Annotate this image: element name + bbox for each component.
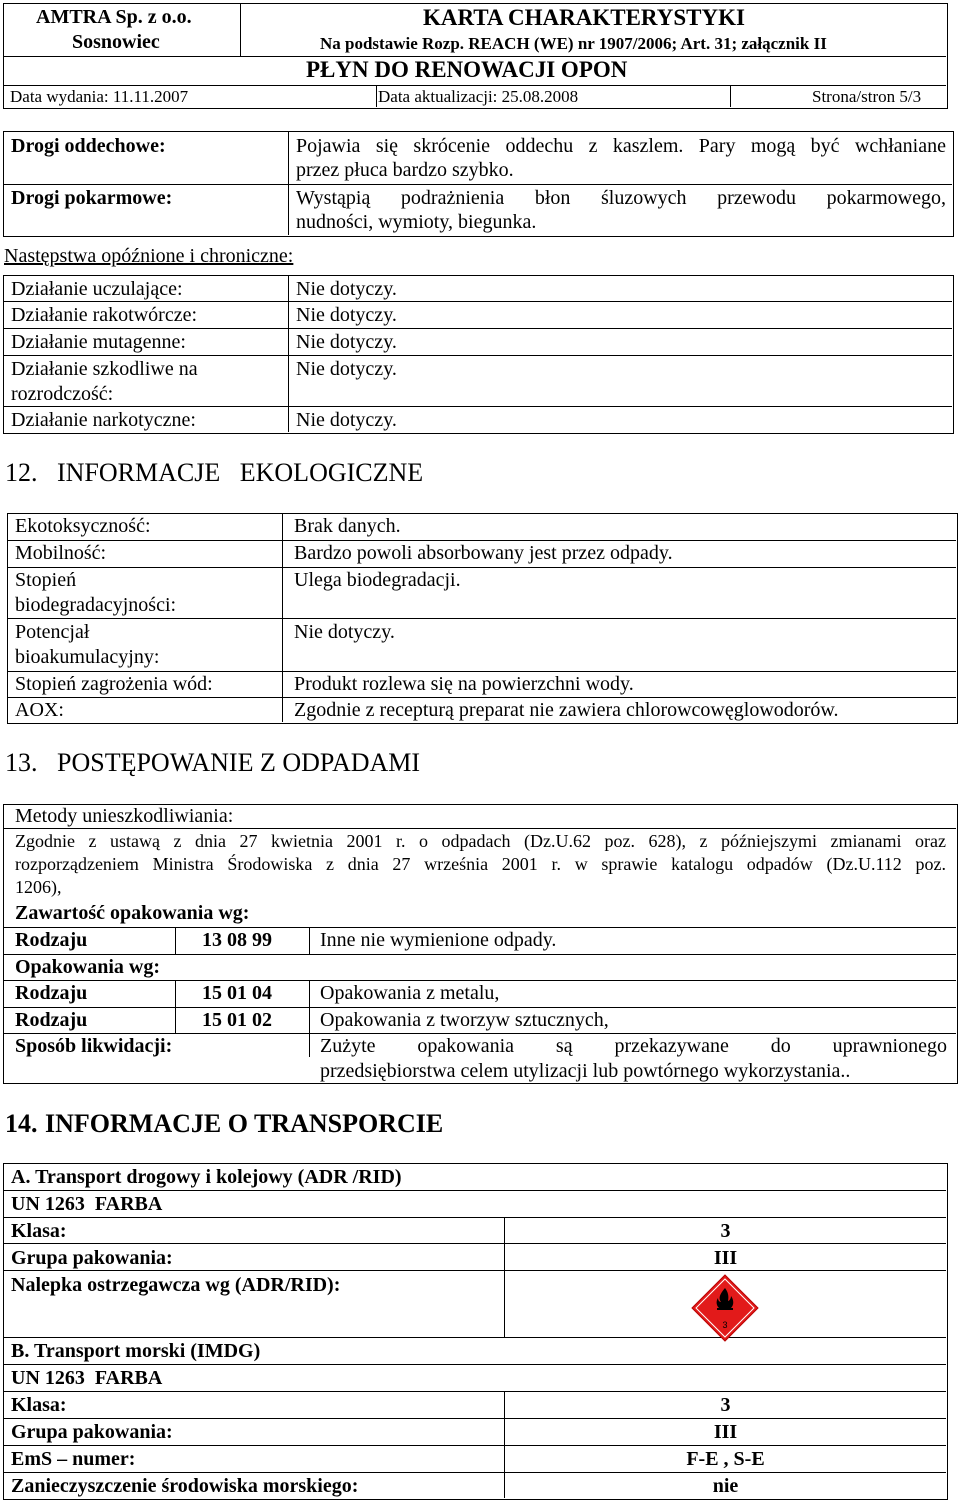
packaging-kind-plastic: Rodzaju (15, 1009, 88, 1031)
road-class-value: 3 (720, 1220, 731, 1242)
eco-value-ecotoxicity: Brak danych. (294, 515, 401, 537)
chronic-value-reproductive: Nie dotyczy. (296, 358, 397, 380)
eco-value-mobility: Bardzo powoli absorbowany jest przez odpady. (294, 542, 673, 564)
eco-label-water-hazard: Stopień zagrożenia wód: (15, 673, 213, 695)
eco-label-ecotoxicity: Ekotoksyczność: (15, 515, 151, 537)
regulation-reference: Na podstawie Rozp. REACH (WE) nr 1907/2006; Art. 31; załącznik II (320, 34, 827, 53)
company-city: Sosnowiec (72, 31, 160, 53)
section-14-number: 14. (5, 1109, 38, 1138)
issue-date: Data wydania: 11.11.2007 (10, 87, 189, 106)
chronic-effects-heading: Następstwa opóźnione i chroniczne: (4, 245, 294, 267)
respiratory-text-line1: Pojawia się skrócenie oddechu z kaszlem. Pary mogą być wchłaniane (296, 135, 946, 157)
chronic-value-carcinogenic: Nie dotyczy. (296, 304, 397, 326)
disposal-way-line1: Zużyte opakowania są przekazywane do uprawnionego (320, 1035, 947, 1057)
digestive-label: Drogi pokarmowe: (11, 187, 173, 209)
road-transport-heading: A. Transport drogowy i kolejowy (ADR /RID) (11, 1166, 402, 1188)
product-name: PŁYN DO RENOWACJI OPON (306, 57, 628, 82)
disposal-methods-line1: Zgodnie z ustawą z dnia 27 kwietnia 2001 r. o odpadach (Dz.U.62 poz. 628), z późniejszymi zmianami oraz (15, 831, 946, 851)
hazard-class-number: 3 (722, 1320, 728, 1330)
disposal-methods-line3: 1206), (15, 877, 62, 897)
company-name: AMTRA Sp. z o.o. (36, 6, 192, 28)
section-13-title: POSTĘPOWANIE Z ODPADAMI (57, 748, 421, 777)
flammable-liquid-diamond-icon (691, 1274, 759, 1342)
road-group-label: Grupa pakowania: (11, 1247, 173, 1269)
sea-class-label: Klasa: (11, 1394, 67, 1416)
chronic-label-mutagenic: Działanie mutagenne: (11, 331, 186, 353)
disposal-way-line2: przedsiębiorstwa celem utylizacji lub powtórnego wykorzystania.. (320, 1060, 851, 1082)
sea-class-value: 3 (720, 1394, 731, 1416)
road-hazard-label-label: Nalepka ostrzegawcza wg (ADR/RID): (11, 1274, 341, 1296)
sea-un-number: UN 1263 FARBA (11, 1367, 163, 1389)
chronic-value-narcotic: Nie dotyczy. (296, 409, 397, 431)
sea-pollution-value: nie (712, 1475, 739, 1497)
road-class-label: Klasa: (11, 1220, 67, 1242)
section-12-title: INFORMACJE EKOLOGICZNE (57, 458, 424, 487)
chronic-label-reproductive: Działanie szkodliwe na (11, 358, 198, 380)
disposal-way-label: Sposób likwidacji: (15, 1035, 173, 1057)
sea-transport-heading: B. Transport morski (IMDG) (11, 1340, 261, 1362)
page-number: Strona/stron 5/3 (812, 87, 922, 106)
chronic-label-reproductive-line2: rozrodczość: (11, 383, 114, 405)
content-code: 13 08 99 (202, 929, 272, 951)
content-basis-label: Zawartość opakowania wg: (15, 902, 250, 924)
section-14-title: INFORMACJE O TRANSPORCIE (45, 1109, 444, 1138)
disposal-methods-label: Metody unieszkodliwiania: (15, 805, 234, 827)
digestive-text-line1: Wystąpią podrażnienia błon śluzowych przewodu pokarmowego, (296, 187, 946, 209)
chronic-value-mutagenic: Nie dotyczy. (296, 331, 397, 353)
chronic-label-narcotic: Działanie narkotyczne: (11, 409, 196, 431)
chronic-value-sensitizing: Nie dotyczy. (296, 278, 397, 300)
respiratory-label: Drogi oddechowe: (11, 135, 166, 157)
eco-value-aox: Zgodnie z recepturą preparat nie zawiera chlorowcowęglowodorów. (294, 699, 839, 721)
eco-label-bioaccumulation: Potencjał (15, 621, 90, 643)
eco-label-biodegradability: Stopień (15, 569, 77, 591)
eco-value-bioaccumulation: Nie dotyczy. (294, 621, 395, 643)
respiratory-text-line2: przez płuca bardzo szybko. (296, 159, 514, 181)
eco-value-biodegradability: Ulega biodegradacji. (294, 569, 461, 591)
section-12-number: 12. (5, 458, 38, 487)
content-desc: Inne nie wymienione odpady. (320, 929, 557, 951)
section-13-number: 13. (5, 748, 38, 777)
packaging-code-plastic: 15 01 02 (202, 1009, 272, 1031)
packaging-code-metal: 15 01 04 (202, 982, 272, 1004)
eco-label-mobility: Mobilność: (15, 542, 107, 564)
update-date: Data aktualizacji: 25.08.2008 (378, 87, 579, 106)
eco-value-water-hazard: Produkt rozlewa się na powierzchni wody. (294, 673, 634, 695)
document-title: KARTA CHARAKTERYSTYKI (423, 5, 745, 30)
eco-label-biodegradability-line2: biodegradacyjności: (15, 594, 177, 616)
road-un-number: UN 1263 FARBA (11, 1193, 163, 1215)
sea-ems-value: F-E , S-E (686, 1448, 765, 1470)
disposal-methods-line2: rozporządzeniem Ministra Środowiska z dnia 27 września 2001 r. w sprawie katalogu odpadów (Dz.U.112 poz. (15, 854, 946, 874)
packaging-kind-metal: Rodzaju (15, 982, 88, 1004)
sea-ems-label: EmS – numer: (11, 1448, 136, 1470)
chronic-label-sensitizing: Działanie uczulające: (11, 278, 183, 300)
sea-pollution-label: Zanieczyszczenie środowiska morskiego: (11, 1475, 359, 1497)
packaging-basis-label: Opakowania wg: (15, 956, 161, 978)
chronic-label-carcinogenic: Działanie rakotwórcze: (11, 304, 198, 326)
sea-group-value: III (713, 1421, 738, 1443)
content-kind: Rodzaju (15, 929, 88, 951)
eco-label-bioaccumulation-line2: bioakumulacyjny: (15, 646, 160, 668)
packaging-desc-plastic: Opakowania z tworzyw sztucznych, (320, 1009, 609, 1031)
sea-group-label: Grupa pakowania: (11, 1421, 173, 1443)
packaging-desc-metal: Opakowania z metalu, (320, 982, 500, 1004)
eco-label-aox: AOX: (15, 699, 64, 721)
digestive-text-line2: nudności, wymioty, biegunka. (296, 211, 537, 233)
road-group-value: III (713, 1247, 738, 1269)
